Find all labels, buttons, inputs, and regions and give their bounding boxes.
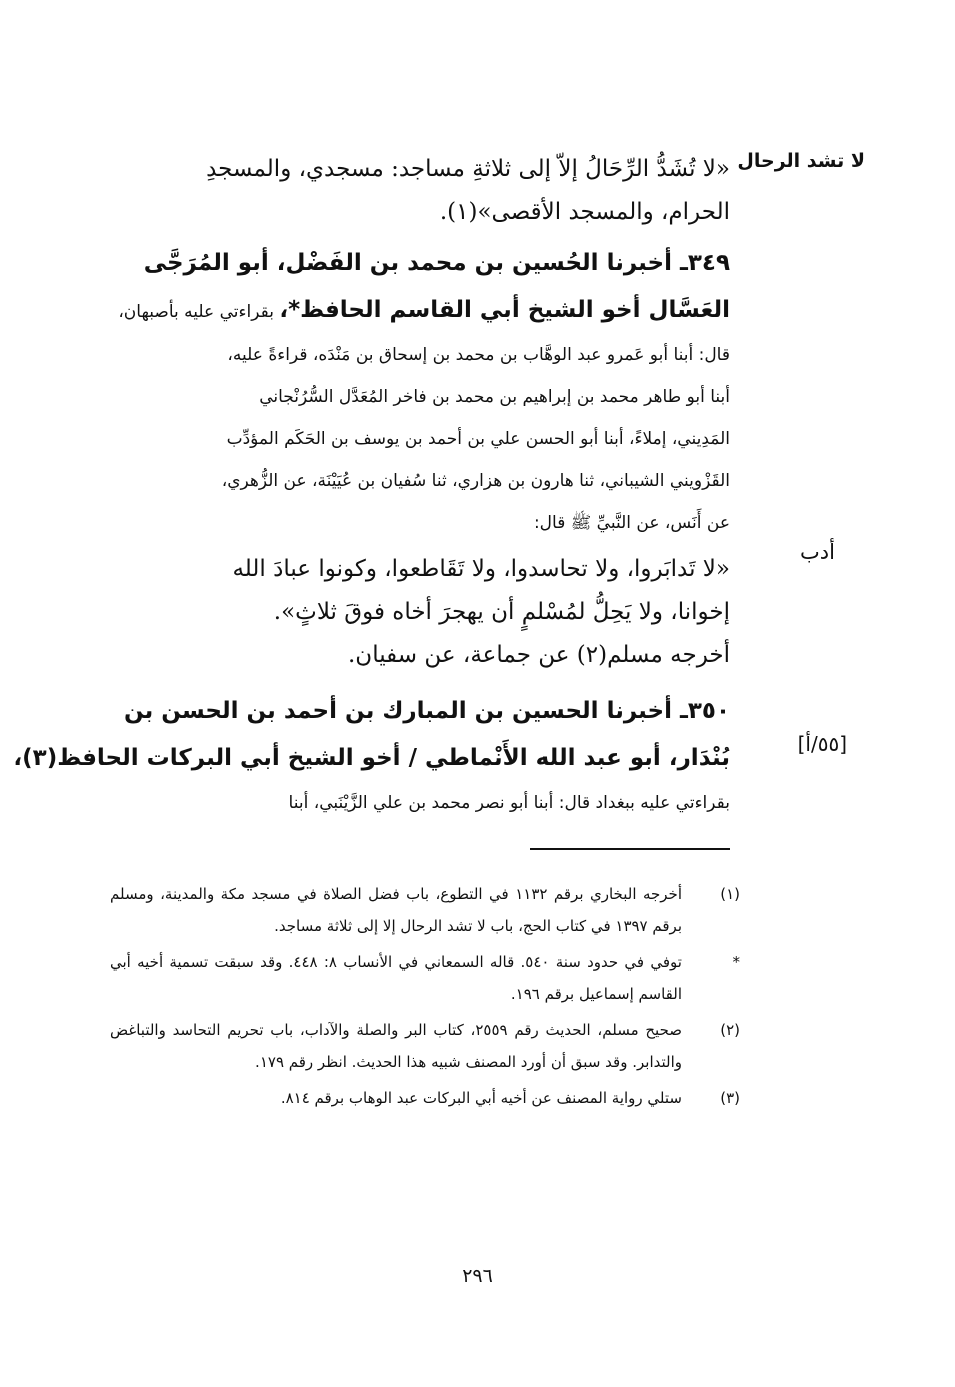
isnad-line: القَزْويني الشيباني، ثنا هارون بن هزاري، ثنا سُفيان بن عُيَيْنَة، عن الزُّهري، xyxy=(221,471,730,491)
footnote xyxy=(110,946,740,1010)
footnote-marker: * xyxy=(732,953,740,971)
footnote-text: صحيح مسلم، الحديث رقم ٢٥٥٩، كتاب البر والصلة والآداب، باب تحريم التحاسد والتباغض والتدابر. وقد سبق أن أورد المصنف شبيه هذا الحديث. انظر رقم ١٧٩. xyxy=(110,1021,682,1071)
hadith-2-source: أخرجه مسلم(٢) عن جماعة، عن سفيان. xyxy=(348,642,730,668)
entry-349-reading: بقراءتي عليه بأصبهان، xyxy=(118,302,280,322)
footnote xyxy=(110,878,740,942)
footnote-text: أخرجه البخاري برقم ١١٣٢ في التطوع، باب فضل الصلاة في مسجد مكة والمدينة، ومسلم برقم ١٣٩٧ في كتاب الحج، باب لا تشد الرحال إلا إلى ثلاثة مساجد. xyxy=(110,885,682,935)
entry-349-heading-cont xyxy=(110,287,730,334)
footnote-marker: (٢) xyxy=(720,1021,740,1039)
hadith-2-line: إخوانا، ولا يَحِلُّ لمُسْلمٍ أن يهجرَ أخاه فوقَ ثلاثٍ». xyxy=(273,599,730,625)
footnote-marker: (١) xyxy=(720,885,740,903)
margin-note-folio: [٥٥/أ] xyxy=(797,732,847,756)
footnote xyxy=(110,1014,740,1078)
hadith-1-line: «لا تُشَدُّ الرِّحَالُ إلاّ إلى ثلاثةِ مساجد: مسجدي، والمسجدِ xyxy=(206,156,730,182)
isnad-line: المَدِيني، إملاءً، أبنا أبو الحسن علي بن أحمد بن يوسف بن الحَكَم المؤدِّب xyxy=(226,429,730,449)
entry-350-heading-cont: بُنْدَار، أبو عبد الله الأَنْماطي / أخو الشيخ أبي البركات الحافظ(٣)، xyxy=(13,745,730,771)
entry-350-heading: ٣٥٠ـ أخبرنا الحسين بن المبارك بن أحمد بن الحسن بن xyxy=(123,698,730,724)
isnad-line: قال: أبنا أبو عَمرو عبد الوهَّاب بن محمد بن إسحاق بن مَنْدَه، قراءةً عليه، xyxy=(227,345,730,365)
entry-350-isnad: بقراءتي عليه ببغداد قال: أبنا أبو نصر محمد بن علي الزَّيْنَبي، أبنا xyxy=(288,793,730,813)
isnad-line: عن أَنَس، عن النَّبيِّ ﷺ قال: xyxy=(533,513,730,533)
entry-349-narrator: العَسَّال أخو الشيخ أبي القاسم الحافظ*، xyxy=(279,297,730,323)
margin-note-etiquette: أدب xyxy=(800,540,835,564)
isnad-line: أبنا أبو طاهر محمد بن إبراهيم بن محمد بن فاخر المُعَدَّل السُّرُنْجاني xyxy=(259,387,730,407)
hadith-2 xyxy=(110,548,730,677)
footnote-marker: (٣) xyxy=(720,1089,740,1107)
footnote-separator xyxy=(530,848,730,850)
entry-349 xyxy=(110,240,730,544)
entry-349-heading: ٣٤٩ـ أخبرنا الحُسين بن محمد بن الفَضْل، أبو المُرَجَّى xyxy=(143,250,730,276)
footnote-text: توفي في حدود سنة ٥٤٠. قاله السمعاني في الأنساب ٨: ٤٤٨. وقد سبقت تسمية أخيه أبي القاسم إسماعيل برقم ١٩٦. xyxy=(110,953,682,1003)
hadith-1-line: الحرام، والمسجد الأقصى»(١). xyxy=(439,199,730,225)
margin-note-travel: لا تشد الرحال xyxy=(737,150,865,172)
hadith-1 xyxy=(110,148,730,234)
entry-350 xyxy=(13,688,730,824)
page-number: ٢٩٦ xyxy=(462,1265,493,1287)
hadith-2-line: «لا تَدابَروا، ولا تحاسدوا، ولا تَقَاطعوا، وكونوا عبادَ الله xyxy=(232,556,730,582)
footnote xyxy=(110,1082,740,1114)
footnotes xyxy=(110,878,740,1118)
footnote-text: ستلي رواية المصنف عن أخيه أبي البركات عبد الوهاب برقم ٨١٤. xyxy=(280,1089,682,1107)
